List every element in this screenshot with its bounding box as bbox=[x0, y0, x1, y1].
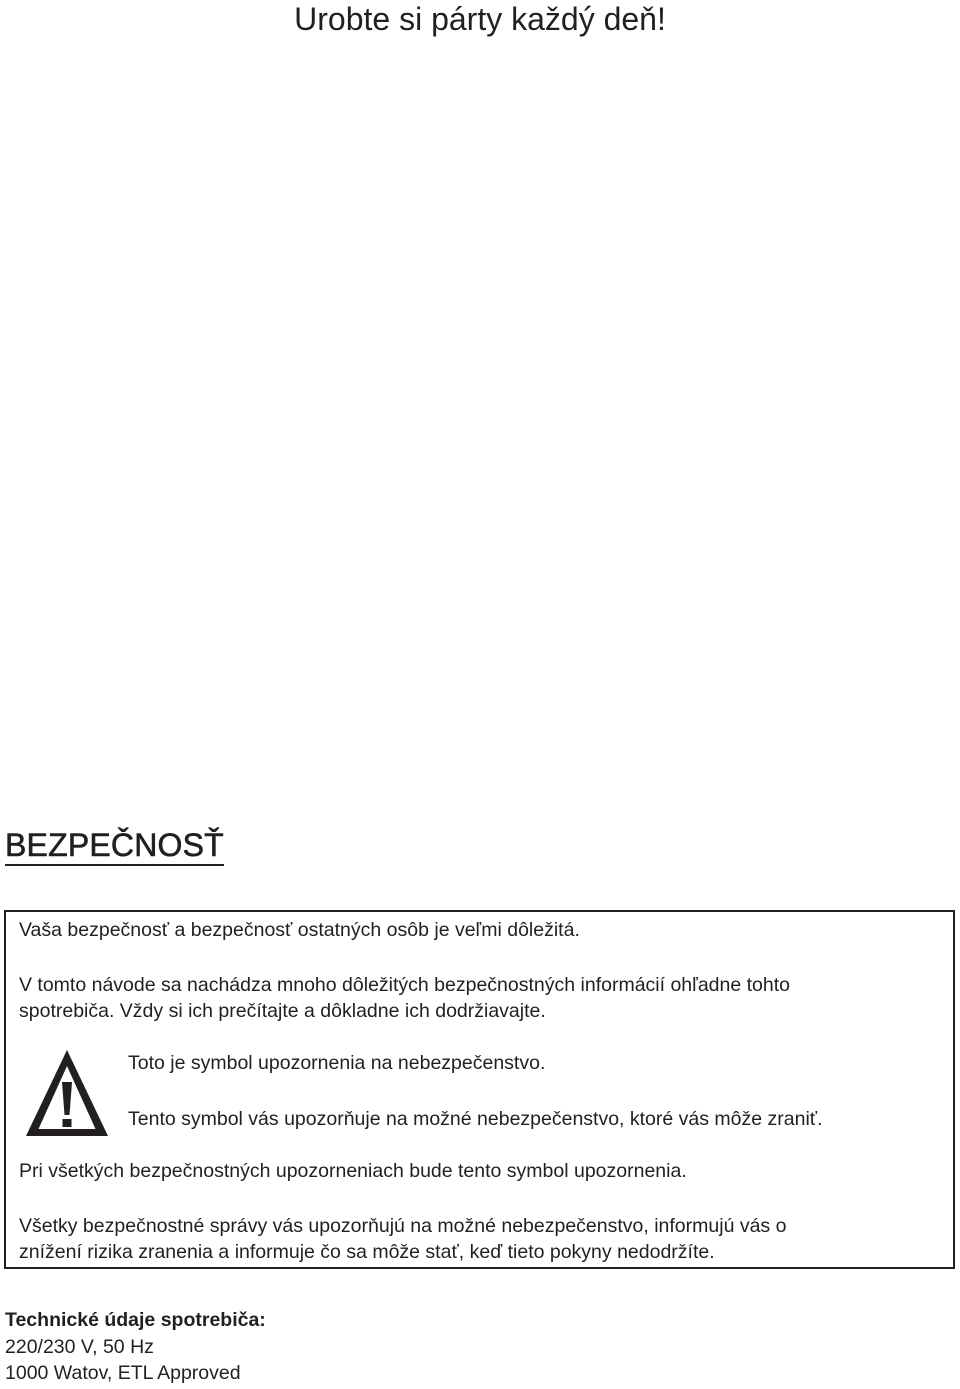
technical-voltage: 220/230 V, 50 Hz bbox=[5, 1335, 154, 1358]
safety-closing-line-2: znížení rizika zranenia a informuje čo sa môže stať, keď tieto pokyny nedodržíte. bbox=[19, 1241, 715, 1263]
warning-triangle-icon bbox=[23, 1047, 111, 1139]
safety-all-notices: Pri všetkých bezpečnostných upozorneniach bude tento symbol upozornenia. bbox=[19, 1160, 687, 1182]
symbol-description-line-1: Toto je symbol upozornenia na nebezpečenstvo. bbox=[128, 1052, 546, 1074]
safety-paragraph-line-1: V tomto návode sa nachádza mnoho dôležitých bezpečnostných informácií ohľadne tohto bbox=[19, 974, 791, 996]
technical-power: 1000 Watov, ETL Approved bbox=[5, 1362, 241, 1384]
safety-closing-line-1: Všetky bezpečnostné správy vás upozorňujú na možné nebezpečenstvo, informujú vás o bbox=[19, 1215, 787, 1237]
safety-paragraph-line-2: spotrebiča. Vždy si ich prečítajte a dôkladne ich dodržiavajte. bbox=[19, 1000, 546, 1022]
symbol-description-line-2: Tento symbol vás upozorňuje na možné nebezpečenstvo, ktoré vás môže zraniť. bbox=[128, 1108, 823, 1130]
technical-data-title: Technické údaje spotrebiča: bbox=[5, 1309, 266, 1331]
page-title: Urobte si párty každý deň! bbox=[294, 1, 666, 37]
safety-intro: Vaša bezpečnosť a bezpečnosť ostatných osôb je veľmi dôležitá. bbox=[19, 919, 580, 941]
safety-box bbox=[4, 910, 955, 1269]
safety-heading: BEZPEČNOSŤ bbox=[5, 826, 224, 866]
technical-data bbox=[5, 1307, 266, 1387]
